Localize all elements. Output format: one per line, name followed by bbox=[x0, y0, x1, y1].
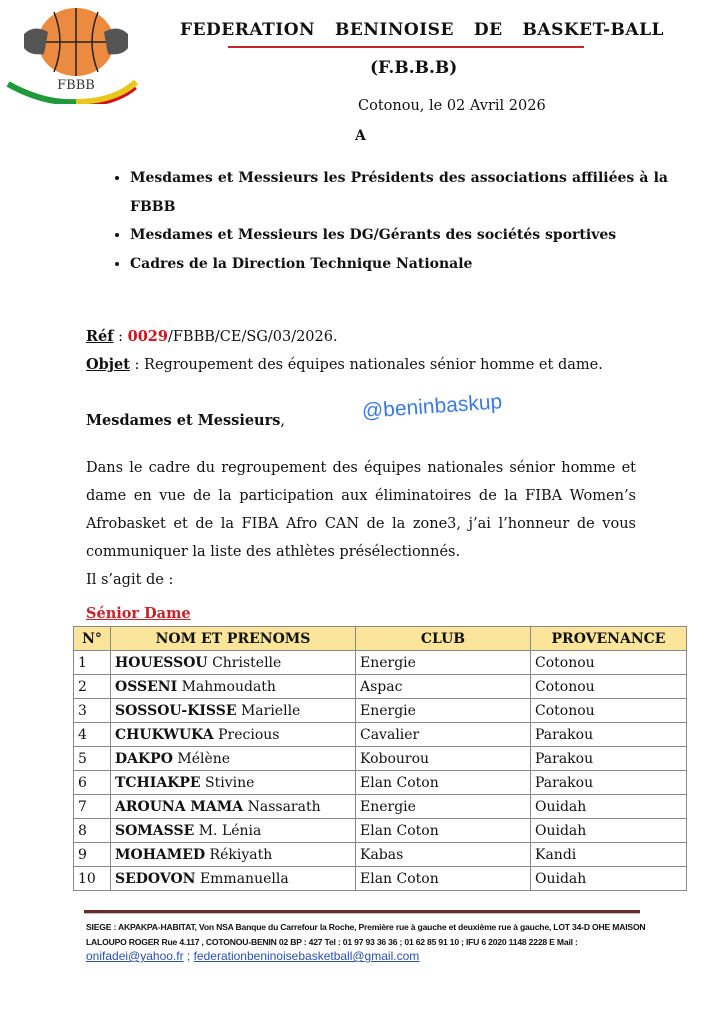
provenance: Ouidah bbox=[531, 867, 687, 891]
svg-text:FBBB: FBBB bbox=[57, 78, 95, 93]
acronym: (F.B.B.B) bbox=[370, 58, 458, 78]
email-link[interactable]: federationbeninoisebasketball@gmail.com bbox=[193, 949, 420, 963]
provenance: Cotonou bbox=[531, 675, 687, 699]
last-name: SOSSOU-KISSE bbox=[115, 702, 237, 719]
title-word: DE bbox=[473, 20, 503, 40]
col-header: NOM ET PRENOMS bbox=[111, 627, 356, 651]
club: Energie bbox=[356, 795, 531, 819]
body-paragraph: Dans le cadre du regroupement des équipes nationales sénior homme et dame en vue de la participation aux éliminatoires de la FIBA Women’s Afrobasket et de la FIBA Afro CAN de la zone3, j’ai l’honneur de vous communiquer la liste des athlètes présélectionnés. bbox=[86, 460, 636, 560]
table-row bbox=[74, 843, 687, 867]
club: Energie bbox=[356, 651, 531, 675]
table-row bbox=[74, 699, 687, 723]
provenance: Ouidah bbox=[531, 819, 687, 843]
club: Energie bbox=[356, 699, 531, 723]
col-header: N° bbox=[74, 627, 111, 651]
club: Elan Coton bbox=[356, 771, 531, 795]
first-name: Rékiyath bbox=[209, 846, 273, 863]
recipient-item: • Mesdames et Messieurs les Présidents des associations affiliées à la FBBB bbox=[130, 164, 668, 221]
email-link[interactable]: onifadei@yahoo.fr bbox=[86, 949, 184, 963]
recipient-item: • Mesdames et Messieurs les DG/Gérants des sociétés sportives bbox=[130, 221, 668, 250]
col-header: PROVENANCE bbox=[531, 627, 687, 651]
club: Kabas bbox=[356, 843, 531, 867]
table-row bbox=[74, 771, 687, 795]
recipients-list bbox=[100, 164, 668, 278]
athlete-name bbox=[111, 819, 356, 843]
club: Kobourou bbox=[356, 747, 531, 771]
title-word: FEDERATION bbox=[180, 20, 316, 40]
first-name: Stivine bbox=[205, 774, 255, 791]
footer-line: LALOUPO ROGER Rue 4.117 , COTONOU-BENIN 02 BP : 427 Tel : 01 97 93 36 36 ; 01 62 85 91 10 ; IFU 6 2020 1148 2228 E Mail : bbox=[86, 937, 578, 947]
table-row bbox=[74, 747, 687, 771]
row-number: 8 bbox=[74, 819, 111, 843]
first-name: Mahmoudath bbox=[181, 678, 276, 695]
subject-line bbox=[86, 356, 603, 373]
greeting-text: Mesdames et Messieurs bbox=[86, 412, 281, 429]
first-name: Christelle bbox=[212, 654, 282, 671]
last-name: DAKPO bbox=[115, 750, 173, 767]
federation-title bbox=[180, 20, 664, 40]
row-number: 2 bbox=[74, 675, 111, 699]
athletes-table bbox=[73, 626, 687, 891]
provenance: Cotonou bbox=[531, 699, 687, 723]
athlete-name bbox=[111, 675, 356, 699]
row-number: 5 bbox=[74, 747, 111, 771]
athlete-name bbox=[111, 747, 356, 771]
email-separator: ; bbox=[183, 949, 194, 963]
footer-emails bbox=[86, 949, 419, 963]
reference-rest: /FBBB/CE/SG/03/2026. bbox=[167, 329, 338, 345]
reference-line: Réf : 0029/FBBB/CE/SG/03/2026. bbox=[86, 328, 338, 345]
body-text bbox=[86, 454, 636, 594]
row-number: 4 bbox=[74, 723, 111, 747]
table-row bbox=[74, 819, 687, 843]
first-name: Emmanuella bbox=[199, 870, 289, 887]
row-number: 6 bbox=[74, 771, 111, 795]
athlete-name bbox=[111, 699, 356, 723]
provenance: Ouidah bbox=[531, 795, 687, 819]
provenance: Cotonou bbox=[531, 651, 687, 675]
first-name: M. Lénia bbox=[198, 822, 262, 839]
row-number: 3 bbox=[74, 699, 111, 723]
row-number: 10 bbox=[74, 867, 111, 891]
row-number: 1 bbox=[74, 651, 111, 675]
athlete-name bbox=[111, 771, 356, 795]
fbbb-logo bbox=[4, 4, 142, 104]
athlete-name bbox=[111, 723, 356, 747]
last-name: SEDOVON bbox=[115, 870, 196, 887]
provenance: Parakou bbox=[531, 771, 687, 795]
footer-divider bbox=[84, 910, 640, 914]
title-underline bbox=[228, 46, 584, 48]
table-row bbox=[74, 867, 687, 891]
first-name: Precious bbox=[218, 726, 280, 743]
athlete-name bbox=[111, 867, 356, 891]
body-paragraph: Il s’agit de : bbox=[86, 572, 174, 588]
title-word: BASKET-BALL bbox=[522, 20, 664, 40]
athlete-name bbox=[111, 795, 356, 819]
recipient-item: • Cadres de la Direction Technique Nationale bbox=[130, 250, 668, 279]
table-row bbox=[74, 675, 687, 699]
footer-line: SIEGE : AKPAKPA-HABITAT, Von NSA Banque du Carrefour la Roche, Première rue à gauche et deuxième rue à gauche, LOT 34-D OHE MAISON bbox=[86, 922, 646, 932]
row-number: 7 bbox=[74, 795, 111, 819]
section-title: Sénior Dame bbox=[86, 605, 191, 622]
row-number: 9 bbox=[74, 843, 111, 867]
date-line: Cotonou, le 02 Avril 2026 bbox=[358, 98, 546, 114]
watermark: @beninbaskup bbox=[361, 390, 503, 423]
last-name: AROUNA MAMA bbox=[115, 798, 244, 815]
athlete-name bbox=[111, 651, 356, 675]
greeting: Mesdames et Messieurs, bbox=[86, 412, 286, 429]
table-row bbox=[74, 795, 687, 819]
reference-label: Réf bbox=[86, 328, 114, 345]
first-name: Marielle bbox=[240, 702, 301, 719]
subject-label: Objet bbox=[86, 356, 130, 373]
club: Elan Coton bbox=[356, 867, 531, 891]
provenance: Kandi bbox=[531, 843, 687, 867]
provenance: Parakou bbox=[531, 747, 687, 771]
subject-text: : Regroupement des équipes nationales sénior homme et dame. bbox=[129, 357, 603, 373]
addressee-marker: A bbox=[355, 128, 366, 144]
last-name: CHUKWUKA bbox=[115, 726, 214, 743]
col-header: CLUB bbox=[356, 627, 531, 651]
provenance: Parakou bbox=[531, 723, 687, 747]
title-word: BENINOISE bbox=[335, 20, 454, 40]
footer-address bbox=[86, 920, 646, 950]
last-name: MOHAMED bbox=[115, 846, 206, 863]
table-row bbox=[74, 651, 687, 675]
club: Cavalier bbox=[356, 723, 531, 747]
last-name: TCHIAKPE bbox=[115, 774, 201, 791]
last-name: OSSENI bbox=[115, 678, 178, 695]
last-name: SOMASSE bbox=[115, 822, 195, 839]
athlete-name bbox=[111, 843, 356, 867]
club: Aspac bbox=[356, 675, 531, 699]
reference-number: 0029 bbox=[127, 328, 168, 345]
first-name: Mélène bbox=[177, 750, 231, 767]
last-name: HOUESSOU bbox=[115, 654, 208, 671]
first-name: Nassarath bbox=[247, 798, 321, 815]
table-row bbox=[74, 723, 687, 747]
club: Elan Coton bbox=[356, 819, 531, 843]
